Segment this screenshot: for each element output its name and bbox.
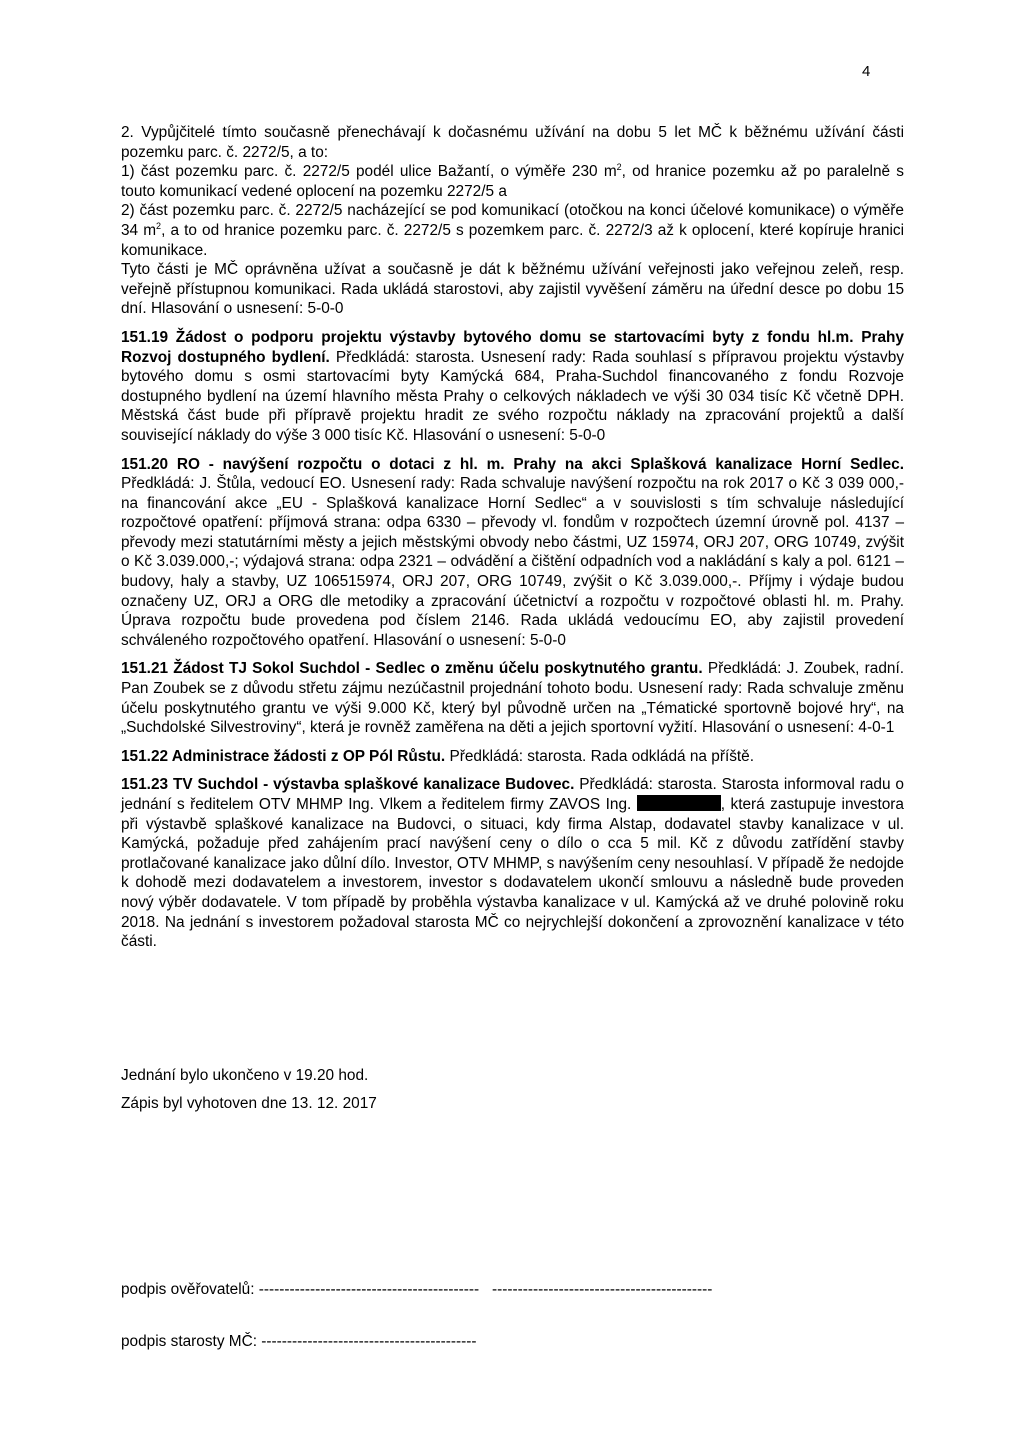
superscript: 2 [616, 162, 622, 173]
verifiers-signature-line [121, 1280, 712, 1300]
section-title: 151.23 TV Suchdol - výstavba splaškové kanalizace Budovec. [121, 776, 575, 794]
superscript: 2 [156, 220, 162, 231]
section-body: Předkládá: starosta. Starosta informoval radu o jednání s ředitelem OTV MHMP Ing. Vlkem a ředitelem firmy ZAVOS Ing. [121, 776, 904, 813]
section-151-20 [121, 455, 904, 651]
signature-dash-line: ------------------------------------------- [258, 1281, 480, 1298]
signature-dash-line: ------------------------------------------- [491, 1281, 713, 1298]
paragraph-usage: Tyto části je MČ oprávněna užívat a současně je dát k běžnému užívání veřejnosti jako veřejnou zeleň, resp. veřejně přístupnou komunikaci. Rada ukládá starostovi, aby zajistil vyvěšení záměru na úřední desce po dobu 15 dní. Hlasování o usnesení: 5-0-0 [121, 261, 904, 318]
section-title: 151.22 Administrace žádosti z OP Pól Růstu. [121, 747, 446, 765]
section-title: 151.19 Žádost o podporu projektu výstavby bytového domu se startovacími byty z fondu hl.m. Prahy Rozvoj dostupného bydlení. [121, 328, 904, 366]
meeting-end-note: Jednání bylo ukončeno v 19.20 hod. [121, 1067, 369, 1084]
section-body: , která zastupuje investora při výstavbě splaškové kanalizace na Budovci, o situaci, kdy firma Alstap, dodavatel stavby kanalizace v ul. Kamýcká, požaduje před zahájením prací navýšení ceny o dílo o cca 5 mil. Kč z důvodu zatřídění stavby protlačované kanalizace jako důlní dílo. Investor, OTV MHMP, s navýšením ceny nesouhlasí. V případě že nedojde k dohodě mezi dodavatelem a investorem, investor s dodavatelem ukončí smlouvu a následně bude proveden nový výběr dodavatele. V tom případě by proběhla výstavba kanalizace v ul. Kamýcká až ve druhé polovině roku 2018. Na jednání s investorem požadoval starosta MČ co nejrychlejší dokončení a zprovoznění kanalizace v této části. [121, 796, 904, 951]
redaction-block [637, 795, 721, 811]
section-body: Předkládá: starosta. Usnesení rady: Rada souhlasí s přípravou projektu výstavby bytového domu s osmi startovacími byty Kamýcká 684, Praha-Suchdol financovaného z fondu Rozvoje dostupného bydlení na území hlavního města Prahy o celkových nákladech ve výši 30 034 tisíc Kč včetně DPH. Městská část bude při přípravě projektu hradit ze svého rozpočtu náklady na zpracování projektů a další související náklady do výše 3 000 tisíc Kč. Hlasování o usnesení: 5-0-0 [121, 348, 904, 444]
paragraph-part-1: 1) část pozemku parc. č. 2272/5 podél ulice Bažantí, o výměře 230 $m^2$, od hranice pozemku až po paralelně s touto komunikací vedené oplocení na pozemku 2272/5 a [121, 162, 904, 200]
verifiers-label: podpis ověřovatelů: [121, 1281, 259, 1298]
document-body [121, 123, 904, 952]
mayor-signature-line [121, 1332, 477, 1352]
section-title: 151.21 Žádost TJ Sokol Suchdol - Sedlec o změnu účelu poskytnutého grantu. [121, 660, 703, 678]
mayor-label: podpis starosty MČ: [121, 1333, 262, 1350]
section-body: Předkládá: J. Zoubek, radní. Pan Zoubek se z důvodu střetu zájmu nezúčastnil projednání tohoto bodu. Usnesení rady: Rada schvaluje změnu účelu poskytnutého grantu ve výši 9.000 Kč, který byl původně určen na „Tématické sportovně bojové hry“, na „Suchdolské Silvestroviny“, která je rovněž zaměřena na děti a jejich sportovní vyžití. Hlasování o usnesení: 4-0-1 [121, 660, 905, 737]
section-151-19 [121, 328, 904, 446]
section-body: Předkládá: J. Štůla, vedoucí EO. Usnesení rady: Rada schvaluje navýšení rozpočtu na rok 2017 o Kč 3 039 000,- na financování akce „EU - Splašková kanalizace Horní Sedlec“ a v souvislosti s tím schvaluje následující rozpočtové opatření: příjmová strana: odpa 6330 – převody vl. fondům v rozpočtech územní úrovně pol. 4137 – převody mezi statutárními městy a jejich městskými obvody nebo částmi, UZ 15974, ORJ 207, ORG 10749, zvýšit o Kč 3.039.000,-; výdajová strana: odpa 2321 – odvádění a čištění odpadních vod a nakládání s kaly a pol. 6121 – budovy, haly a stavby, UZ 106515974, ORJ 207, ORG 10749, zvýšit o Kč 3.039.000,-. Příjmy i výdaje budou označeny UZ, ORJ a ORG dle metodiky a zpracování účetnictví a rozpočtu v rozpočtové oblasti hl. m. Prahy. Úprava rozpočtu bude provedena pod číslem 2146. Rada ukládá vedoucímu EO, aby zajistil provedení schváleného rozpočtového opatření. Hlasování o usnesení: 5-0-0 [121, 475, 904, 649]
section-151-23 [121, 775, 904, 951]
minutes-date-note: Zápis byl vyhotoven dne 13. 12. 2017 [121, 1094, 377, 1112]
paragraph-part-2: 2) část pozemku parc. č. 2272/5 nacházející se pod komunikací (otočkou na konci účelové komunikace) o výměře 34 $m^2$, a to od hranice pozemku parc. č. 2272/5 s pozemkem parc. č. 2272/3 až k oplocení, které kopíruje hranici komunikace. [121, 202, 904, 259]
signature-dash-line: ------------------------------------------ [261, 1333, 477, 1350]
section-title: 151.20 RO - navýšení rozpočtu o dotaci z hl. m. Prahy na akci Splašková kanalizace Horní Sedlec. [121, 455, 904, 473]
section-151-22 [121, 747, 904, 767]
section-151-21 [121, 659, 904, 737]
closing-notes [121, 1066, 377, 1121]
page-number: 4 [862, 63, 871, 80]
paragraph-lease-intro: 2. Vypůjčitelé tímto současně přenechávají k dočasnému užívání na dobu 5 let MČ k běžnému užívání části pozemku parc. č. 2272/5, a to: [121, 124, 904, 161]
section-body: Předkládá: starosta. Rada odkládá na příště. [445, 747, 755, 765]
